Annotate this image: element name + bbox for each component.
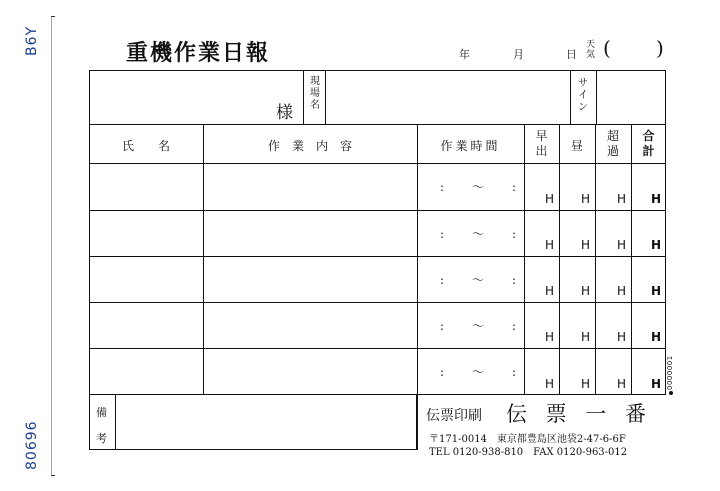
early-unit: H	[545, 192, 555, 206]
early-unit: H	[545, 330, 555, 344]
day-unit: H	[581, 238, 591, 252]
sign-label: サ イ ン	[578, 78, 588, 113]
time-range[interactable]: : ～ :	[440, 227, 525, 241]
early-unit: H	[545, 238, 555, 252]
time-range[interactable]: : ～ :	[440, 273, 525, 287]
day-unit: H	[581, 377, 591, 391]
overtime-unit: H	[617, 330, 627, 344]
margin-tick	[51, 16, 55, 17]
col-name: 氏 名	[121, 139, 170, 153]
brand-label: 伝票印刷	[426, 408, 482, 424]
site-name-field[interactable]	[327, 72, 569, 122]
serial-number: 0000001	[666, 355, 674, 390]
margin-line	[51, 16, 52, 476]
weather-paren-close: )	[656, 36, 664, 60]
site-name-label: 現 場 名	[310, 76, 320, 111]
total-unit: H	[651, 377, 662, 391]
time-range[interactable]: : ～ :	[440, 180, 525, 194]
form-code: B6Y	[24, 25, 40, 56]
total-unit: H	[651, 238, 662, 252]
remarks-field[interactable]	[117, 396, 415, 448]
product-number: 80696	[24, 420, 40, 470]
weather-label: 天 気	[586, 40, 596, 60]
day-unit: H	[581, 192, 591, 206]
col-work-time: 作業時間	[440, 139, 501, 153]
total-unit: H	[651, 284, 662, 298]
time-range[interactable]: : ～ :	[440, 319, 525, 333]
year-label: 年	[459, 48, 470, 61]
overtime-unit: H	[617, 238, 627, 252]
overtime-unit: H	[617, 377, 627, 391]
col-day: 昼	[570, 139, 583, 153]
col-total: 合 計	[642, 129, 655, 158]
early-unit: H	[545, 377, 555, 391]
publisher-contact: TEL 0120-938-810 FAX 0120-963-012	[429, 447, 628, 458]
weather-paren-open: (	[603, 36, 611, 60]
customer-name-field[interactable]	[91, 72, 301, 122]
overtime-unit: H	[617, 192, 627, 206]
col-work-content: 作 業 内 容	[267, 139, 352, 153]
col-overtime: 超 過	[606, 129, 619, 158]
total-unit: H	[651, 192, 662, 206]
early-unit: H	[545, 284, 555, 298]
month-label: 月	[513, 48, 524, 61]
brand-name: 伝 票 一 番	[506, 402, 653, 426]
serial-dot	[669, 391, 673, 395]
customer-suffix: 様	[276, 103, 293, 123]
day-label: 日	[566, 48, 577, 61]
publisher-address: 〒171-0014 東京都豊島区池袋2-47-6-6F	[429, 434, 626, 445]
overtime-unit: H	[617, 284, 627, 298]
remarks-label: 備 考	[96, 406, 107, 445]
total-unit: H	[651, 330, 662, 344]
page-title: 重機作業日報	[126, 41, 271, 66]
day-unit: H	[581, 330, 591, 344]
margin-tick	[51, 475, 55, 476]
sign-field[interactable]	[598, 72, 664, 122]
col-early: 早 出	[535, 129, 548, 158]
day-unit: H	[581, 284, 591, 298]
time-range[interactable]: : ～ :	[440, 365, 525, 379]
